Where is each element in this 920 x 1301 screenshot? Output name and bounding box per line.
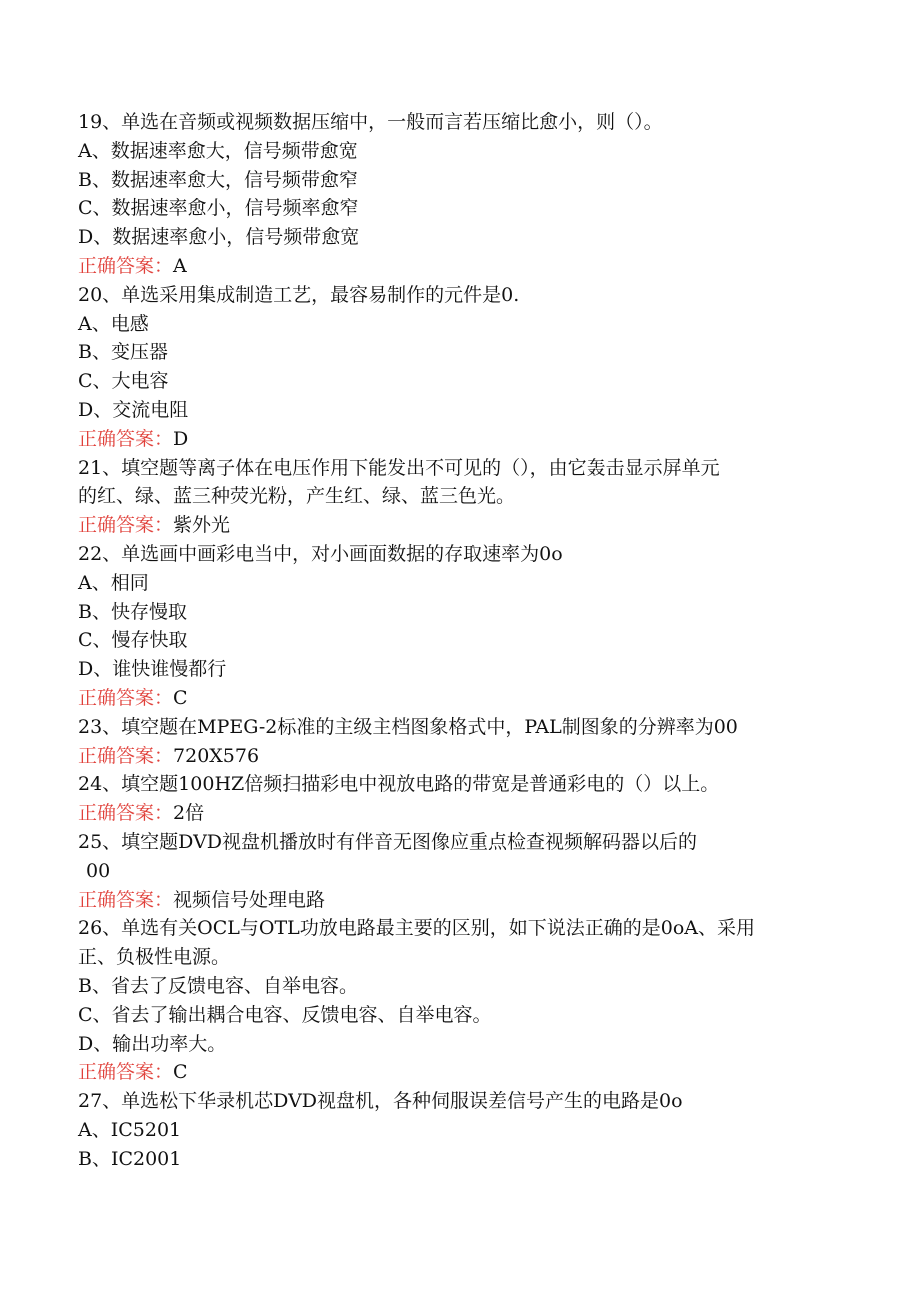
option-c: C、省去了输出耦合电容、反馈电容、自举电容。: [78, 1003, 492, 1026]
answer-value: D: [173, 427, 189, 450]
option-a: A、IC5201: [78, 1118, 182, 1141]
option-b: B、变压器: [78, 341, 168, 364]
option-b: B、IC2001: [78, 1147, 182, 1170]
question-stem-line-2: 正、负极性电源。: [78, 946, 231, 969]
option-a: A、电感: [78, 312, 149, 335]
question-stem-line-2: 的红、绿、蓝三种荧光粉，产生红、绿、蓝三色光。: [78, 485, 516, 508]
answer-label: 正确答案：: [78, 802, 174, 825]
option-d: D、谁快谁慢都行: [78, 658, 227, 681]
answer-value: 720X576: [173, 744, 260, 767]
answer-label: 正确答案：: [78, 254, 174, 277]
answer-line: [78, 886, 878, 915]
option-d: D、交流电阻: [78, 398, 189, 421]
question-stem: 20、单选采用集成制造工艺，最容易制作的元件是0.: [78, 283, 520, 306]
question-stem-line-1: 26、单选有关OCL与OTL功放电路最主要的区别，如下说法正确的是0oA、采用: [78, 917, 756, 940]
option-c: C、慢存快取: [78, 629, 188, 652]
question-24: [78, 770, 878, 828]
question-19: [78, 108, 878, 281]
answer-value: 紫外光: [173, 514, 231, 537]
option-a: A、相同: [78, 571, 149, 594]
question-stem-line-1: 25、填空题DVD视盘机播放时有伴音无图像应重点检查视频解码器以后的: [78, 830, 698, 853]
question-27: [78, 1087, 878, 1173]
option-c: C、大电容: [78, 370, 169, 393]
question-stem: 23、填空题在MPEG-2标准的主级主档图象格式中，PAL制图象的分辨率为00: [78, 715, 738, 738]
question-23: [78, 713, 878, 771]
option-c: C、数据速率愈小，信号频率愈窄: [78, 197, 359, 220]
question-20: [78, 281, 878, 454]
answer-value: A: [173, 254, 187, 277]
answer-value: C: [173, 686, 188, 709]
answer-value: C: [173, 1061, 188, 1084]
answer-label: 正确答案：: [78, 888, 174, 911]
answer-line: [78, 1058, 878, 1087]
option-d: D、数据速率愈小，信号频带愈宽: [78, 226, 360, 249]
option-d: D、输出功率大。: [78, 1032, 227, 1055]
question-21: [78, 454, 878, 540]
answer-line: [78, 742, 878, 771]
question-stem: 24、填空题100HZ倍频扫描彩电中视放电路的带宽是普通彩电的（）以上。: [78, 773, 720, 796]
option-b: B、快存慢取: [78, 600, 187, 623]
answer-line: [78, 684, 878, 713]
option-b: B、数据速率愈大，信号频带愈窄: [78, 168, 358, 191]
question-stem-line-1: 21、填空题等离子体在电压作用下能发出不可见的（），由它轰击显示屏单元: [78, 456, 720, 479]
answer-line: [78, 799, 878, 828]
answer-line: [78, 511, 878, 540]
question-25: [78, 828, 878, 914]
answer-label: 正确答案：: [78, 1061, 174, 1084]
answer-label: 正确答案：: [78, 514, 174, 537]
option-b: B、省去了反馈电容、自举电容。: [78, 974, 358, 997]
document-page: [78, 108, 878, 1173]
question-stem: 19、单选在音频或视频数据压缩中，一般而言若压缩比愈小，则（）。: [78, 111, 663, 133]
question-stem-line-2: 00: [86, 859, 111, 882]
answer-label: 正确答案：: [78, 744, 174, 767]
question-22: [78, 540, 878, 713]
answer-label: 正确答案：: [78, 427, 174, 450]
question-stem: 27、单选松下华录机芯DVD视盘机，各种伺服误差信号产生的电路是0o: [78, 1090, 683, 1113]
answer-value: 视频信号处理电路: [173, 888, 326, 911]
option-a: A、数据速率愈大，信号频带愈宽: [78, 139, 358, 162]
answer-value: 2倍: [173, 802, 205, 825]
answer-label: 正确答案：: [78, 686, 174, 709]
question-stem: 22、单选画中画彩电当中，对小画面数据的存取速率为0o: [78, 542, 563, 565]
answer-line: [78, 252, 878, 281]
answer-line: [78, 425, 878, 454]
question-26: [78, 914, 878, 1087]
